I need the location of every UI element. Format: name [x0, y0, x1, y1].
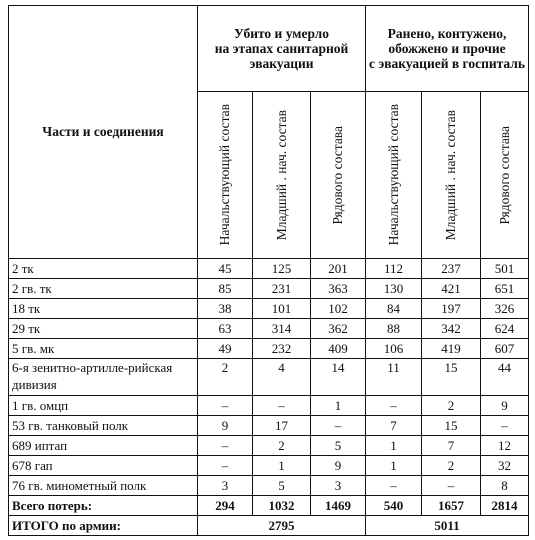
table-row	[9, 279, 529, 299]
value-cell: 362	[311, 319, 366, 339]
value-cell: 101	[253, 299, 311, 319]
value-cell: 11	[366, 359, 422, 396]
table-row	[9, 339, 529, 359]
value-cell: 8	[481, 476, 529, 496]
value-cell: 49	[198, 339, 253, 359]
army-total-killed: 2795	[198, 516, 366, 536]
total-label: Всего потерь:	[9, 496, 198, 516]
value-cell: 363	[311, 279, 366, 299]
value-cell: 651	[481, 279, 529, 299]
value-cell: 237	[422, 259, 481, 279]
total-value: 1657	[422, 496, 481, 516]
wounded-header-line: обожжено и прочие	[388, 41, 506, 56]
value-cell: 1	[311, 396, 366, 416]
value-cell: 9	[198, 416, 253, 436]
table-row	[9, 456, 529, 476]
table-row	[9, 299, 529, 319]
value-cell: 421	[422, 279, 481, 299]
table-row	[9, 319, 529, 339]
value-cell: 232	[253, 339, 311, 359]
total-row	[9, 496, 529, 516]
value-cell: 15	[422, 359, 481, 396]
subheader-killed-rank: Рядового состава	[311, 92, 366, 259]
value-cell: 5	[311, 436, 366, 456]
value-cell: 102	[311, 299, 366, 319]
subheader-killed-junior: Младший . нач. состав	[253, 92, 311, 259]
total-value: 1032	[253, 496, 311, 516]
value-cell: 2	[198, 359, 253, 396]
value-cell: 125	[253, 259, 311, 279]
unit-name: 6-я зенитно-артилле-рийская дивизия	[9, 359, 198, 396]
value-cell: 4	[253, 359, 311, 396]
value-cell: 326	[481, 299, 529, 319]
table-row	[9, 259, 529, 279]
value-cell: 2	[422, 396, 481, 416]
value-cell: 63	[198, 319, 253, 339]
unit-name: 18 тк	[9, 299, 198, 319]
value-cell: 231	[253, 279, 311, 299]
unit-name: 2 гв. тк	[9, 279, 198, 299]
value-cell: 7	[366, 416, 422, 436]
killed-header-line: Убито и умерло	[234, 26, 329, 41]
value-cell: 342	[422, 319, 481, 339]
killed-header-line: на этапах санитарной	[214, 41, 349, 56]
value-cell: 88	[366, 319, 422, 339]
value-cell: –	[481, 416, 529, 436]
army-total-row	[9, 516, 529, 536]
unit-name: 689 иптап	[9, 436, 198, 456]
value-cell: 2	[253, 436, 311, 456]
unit-name: 29 тк	[9, 319, 198, 339]
value-cell: –	[366, 396, 422, 416]
value-cell: 38	[198, 299, 253, 319]
army-total-label: ИТОГО по армии:	[9, 516, 198, 536]
value-cell: 197	[422, 299, 481, 319]
unit-name: 53 гв. танковый полк	[9, 416, 198, 436]
value-cell: 9	[311, 456, 366, 476]
value-cell: 314	[253, 319, 311, 339]
value-cell: 112	[366, 259, 422, 279]
units-column-header: Части и соединения	[9, 6, 198, 259]
value-cell: 3	[198, 476, 253, 496]
value-cell: 32	[481, 456, 529, 476]
total-value: 540	[366, 496, 422, 516]
unit-name: 2 тк	[9, 259, 198, 279]
value-cell: 1	[366, 436, 422, 456]
killed-header-line: эвакуации	[249, 56, 314, 71]
losses-table	[8, 5, 529, 536]
value-cell: –	[253, 396, 311, 416]
army-total-wounded: 5011	[366, 516, 529, 536]
value-cell: 44	[481, 359, 529, 396]
subheader-wounded-command: Начальствующий состав	[366, 92, 422, 259]
subheader-wounded-junior: Младший . нач. состав	[422, 92, 481, 259]
value-cell: –	[366, 476, 422, 496]
value-cell: 85	[198, 279, 253, 299]
value-cell: 607	[481, 339, 529, 359]
subheader-killed-command: Начальствующий состав	[198, 92, 253, 259]
value-cell: –	[311, 416, 366, 436]
value-cell: 501	[481, 259, 529, 279]
value-cell: 84	[366, 299, 422, 319]
total-value: 2814	[481, 496, 529, 516]
value-cell: 5	[253, 476, 311, 496]
unit-name: 5 гв. мк	[9, 339, 198, 359]
value-cell: 1	[253, 456, 311, 476]
value-cell: 45	[198, 259, 253, 279]
unit-name: 76 гв. минометный полк	[9, 476, 198, 496]
total-value: 1469	[311, 496, 366, 516]
value-cell: 12	[481, 436, 529, 456]
table-row	[9, 359, 529, 396]
value-cell: –	[198, 456, 253, 476]
value-cell: 106	[366, 339, 422, 359]
value-cell: –	[198, 436, 253, 456]
value-cell: 9	[481, 396, 529, 416]
value-cell: 409	[311, 339, 366, 359]
value-cell: 201	[311, 259, 366, 279]
table-row	[9, 476, 529, 496]
unit-name: 1 гв. омцп	[9, 396, 198, 416]
table-row	[9, 436, 529, 456]
value-cell: –	[198, 396, 253, 416]
table-row	[9, 396, 529, 416]
value-cell: 17	[253, 416, 311, 436]
value-cell: 1	[366, 456, 422, 476]
value-cell: 15	[422, 416, 481, 436]
unit-name: 678 гап	[9, 456, 198, 476]
value-cell: 419	[422, 339, 481, 359]
value-cell: 7	[422, 436, 481, 456]
wounded-header-line: Ранено, контужено,	[387, 26, 507, 41]
wounded-group-header	[366, 6, 529, 92]
value-cell: 624	[481, 319, 529, 339]
total-value: 294	[198, 496, 253, 516]
table-row	[9, 416, 529, 436]
value-cell: 130	[366, 279, 422, 299]
subheader-wounded-rank: Рядового состава	[481, 92, 529, 259]
value-cell: 14	[311, 359, 366, 396]
value-cell: 3	[311, 476, 366, 496]
wounded-header-line: с эвакуацией в госпиталь	[369, 56, 526, 71]
value-cell: 2	[422, 456, 481, 476]
killed-group-header	[198, 6, 366, 92]
value-cell: –	[422, 476, 481, 496]
